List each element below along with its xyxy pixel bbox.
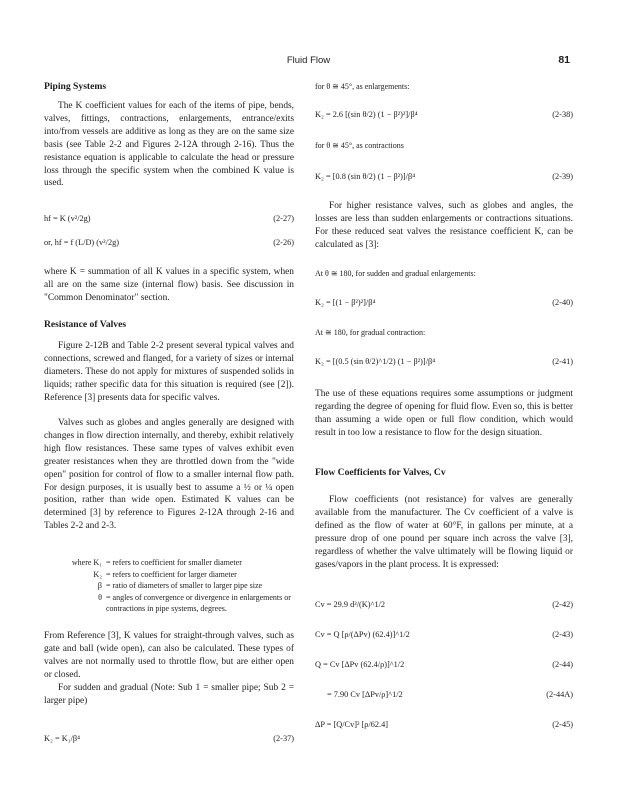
condition-contractions: for θ ≅ 45°, as contractions [315,141,404,150]
equation-2-44a [315,690,573,699]
definitions-list [44,557,294,615]
equation-expr: ΔP = [Q/Cv]² [ρ/62.4] [315,720,389,729]
definition-row [44,580,294,592]
equation-expr: K₂ = [(1 − β²)²]/β⁴ [315,298,376,307]
definition-term: K₂ [93,569,102,579]
paragraph-use-of-equations: The use of these equations requires some assumptions or judgment regarding the degree of opening for fluid flow. Even so, this is better than assuming a wide open or full flow condition, which would result in too low a resistance to flow for the design situation. [315,389,573,438]
equation-2-38 [315,110,573,119]
equation-number: (2-37) [273,734,294,743]
paragraph-where-k: where K = summation of all K values in a specific system, when all are on the same size (internal flow) basis. See discussion in "Common Denominator" section. [44,267,294,303]
definition-row [44,557,294,569]
equation-expr: hf = K (v²/2g) [44,214,91,223]
equation-number: (2-45) [552,720,573,729]
equation-expr: = 7.90 Cv [ΔPv/ρ]^1/2 [327,690,403,699]
paragraph-flow-coefficients: Flow coefficients (not resistance) for valves are generally available from the manufacturer. The Cv coefficient of a valve is defined as the flow of water at 60°F, in gallons per minute, at a pressure drop of one pound per square inch across the valve [3], regardless of whether the valve ultimately will be flowing liquid or gases/vapors in the plant process. It is expressed: [315,495,573,570]
equation-2-41 [315,357,573,366]
definition-term: β [97,581,102,590]
paragraph-piping-systems: The K coefficient values for each of the items of pipe, bends, valves, fittings, contractions, enlargements, entrance/exits into/from vessels are additive as long as they are on the same size basis (see Table 2-2 and Figures 2-12A through 2-16). Thus the resistance equation is applicable to calculate the head or pressure loss through the specific system when the combined K value is used. [44,101,294,189]
equation-2-42 [315,600,573,609]
equation-expr: Cv = 29.9 d²/(K)^1/2 [315,600,386,609]
equation-expr: Cv = Q [ρ/(ΔPv) (62.4)]^1/2 [315,630,410,639]
equation-number: (2-38) [552,110,573,119]
equation-2-26 [44,238,294,247]
equation-expr: K₂ = [0.8 (sin θ/2) (1 − β²)]/β⁴ [315,172,416,181]
paragraph-valves-2: Valves such as globes and angles generally are designed with changes in flow direction internally, and thereby, exhibit relatively high flow resistances. These same types of valves exhibit even greater resistances when they are throttled down from the "wide open" position for control of flow to a smaller internal flow path. For design purposes, it is usually best to assume a ½ or ¼ open position, rather than wide open. Estimated K values can be determined [3] by reference to Figures 2-12A through 2-16 and Tables 2-2 and 2-3. [44,418,294,532]
equation-number: (2-26) [273,238,294,247]
section-heading-flow-coefficients: Flow Coefficients for Valves, Cv [315,467,446,478]
section-heading-piping-systems: Piping Systems [44,81,107,92]
running-title: Fluid Flow [286,55,331,66]
equation-number: (2-41) [552,357,573,366]
definition-row [44,592,294,615]
equation-2-37 [44,734,294,743]
page-number: 81 [558,54,570,66]
section-heading-resistance-of-valves: Resistance of Valves [44,319,127,330]
paragraph-valves-1: Figure 2-12B and Table 2-2 present several typical valves and connections, screwed and flanged, for a variety of sizes or internal diameters. These do not apply for mixtures of suspended solids in liquids; rather specific data for this situation is required (see [2]). Reference [3] presents data for specific valves. [44,341,294,403]
equation-number: (2-40) [552,298,573,307]
equation-2-40 [315,298,573,307]
equation-2-27 [44,214,294,223]
equation-expr: Q = Cv [ΔPv (62.4/ρ)]^1/2 [315,660,405,669]
equation-2-39 [315,172,573,181]
equation-2-45 [315,720,573,729]
equation-number: (2-42) [552,600,573,609]
equation-number: (2-39) [552,172,573,181]
definition-text: = refers to coefficient for smaller diameter [106,558,242,567]
definition-text: = refers to coefficient for larger diameter [106,569,237,579]
equation-expr: K₂ = 2.6 [(sin θ/2) (1 − β²)²]/β⁴ [315,110,418,119]
equation-number: (2-43) [552,630,573,639]
equation-expr: or, hf = f (L/D) (v²/2g) [44,238,120,247]
paragraph-reference-3: From Reference [3], K values for straight-through valves, such as gate and ball (wide open), can also be calculated. These types of valves are not normally used to throttle flow, but are either open or closed. [44,631,294,680]
equation-number: (2-27) [273,214,294,223]
definition-term: where K₁ [71,558,102,567]
definition-row [44,569,294,581]
equation-2-43 [315,630,573,639]
equation-expr: K₂ = K₁/β⁴ [44,734,81,743]
definition-text: = angles of convergence or divergence in enlargements or contractions in pipe systems, degrees. [106,592,291,613]
equation-expr: K₂ = [(0.5 (sin θ/2)^1/2) (1 − β²)]/β⁴ [315,357,436,366]
equation-number: (2-44A) [546,690,573,699]
definition-text: = ratio of diameters of smaller to larger pipe size [106,581,263,590]
equation-2-44 [315,660,573,669]
definition-term: θ [98,592,102,602]
paragraph-higher-resistance: For higher resistance valves, such as globes and angles, the losses are less than sudden enlargements or contractions situations. For these reduced seat valves the resistance coefficient K, can be calculated as [3]: [315,201,573,250]
condition-enlargements: for θ ≅ 45°, as enlargements: [315,82,410,91]
equation-number: (2-44) [552,660,573,669]
condition-180-enlargements: At θ ≅ 180, for sudden and gradual enlargements: [315,269,476,278]
paragraph-sudden-gradual: For sudden and gradual (Note: Sub 1 = smaller pipe; Sub 2 = larger pipe) [44,683,294,706]
condition-180-contraction: At ≅ 180, for gradual contraction: [315,328,426,337]
